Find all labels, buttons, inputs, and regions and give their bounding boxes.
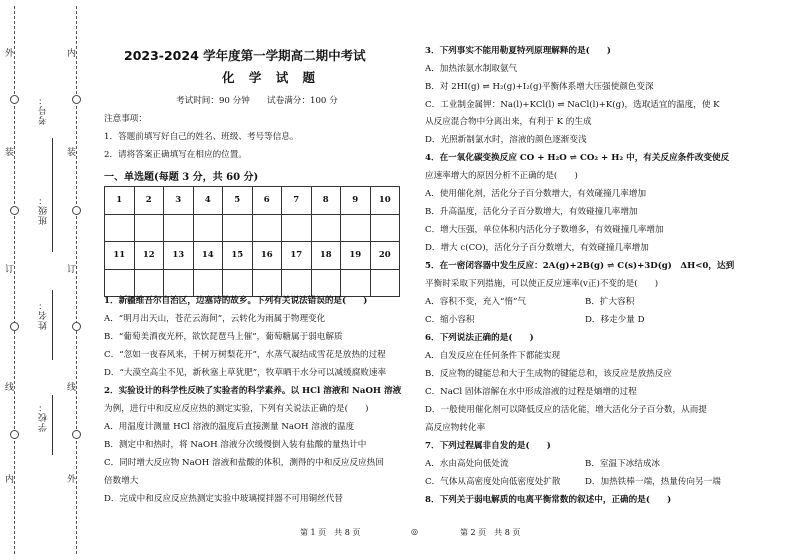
option: C．气体从高密度处向低密度处扩散 — [425, 477, 561, 487]
question-4: 4．在一氧化碳变换反应 CO + H₂O ⇌ CO₂ + H₂ 中，有关反应条件改变使反 — [425, 153, 730, 163]
field-id-label: 考号： — [39, 95, 49, 125]
answer-cell[interactable] — [164, 214, 194, 242]
answer-cell[interactable] — [164, 269, 194, 297]
question-2-cont: 为例，进行中和反应反应热的测定实验，下列有关说法正确的是( ) — [104, 404, 369, 414]
answer-grid — [104, 186, 400, 297]
question-5: 5．在一密闭容器中发生反应：2A(g)+2B(g) ⇌ C(s)+3D(g) ΔH<0，达到 — [425, 261, 735, 271]
answer-cell[interactable] — [134, 269, 164, 297]
option: D．移走少量 D — [585, 315, 645, 325]
field-school-label: 学校： — [39, 402, 49, 432]
question-1: 1．新疆维吾尔自治区，边塞诗的故乡。下列有关说法错误的是( ) — [104, 296, 368, 306]
question-7: 7．下列过程属非自发的是( ) — [425, 441, 551, 451]
answer-cell[interactable] — [282, 269, 312, 297]
binding-mark: 内 — [67, 49, 77, 59]
question-8: 8．下列关于弱电解质的电离平衡常数的叙述中，正确的是( ) — [425, 495, 672, 505]
answer-cell[interactable] — [193, 269, 223, 297]
question-3: 3．下列事实不能用勒夏特列原理解释的是( ) — [425, 46, 611, 56]
answer-cell[interactable] — [341, 269, 371, 297]
exam-title: 2023-2024 学年度第一学期高二期中考试 — [124, 48, 366, 63]
grid-number: 4 — [193, 187, 223, 215]
answer-cell[interactable] — [370, 269, 400, 297]
option: B．扩大容积 — [585, 297, 635, 307]
option: B．“葡萄美酒夜光杯，欲饮琵琶马上催”，葡萄糖属于弱电解质 — [104, 332, 343, 342]
option: D．光照新制氯水时，溶液的颜色逐渐变浅 — [425, 135, 587, 145]
option: B．升高温度，活化分子百分数增大，有效碰撞几率增加 — [425, 207, 638, 217]
option: D．一般使用催化剂可以降低反应的活化能，增大活化分子百分数，从而提 — [425, 405, 707, 415]
question-5-cont: 平衡时采取下列措施，可以使正反应速率(v正)不变的是( ) — [425, 279, 659, 289]
answer-cell[interactable] — [282, 214, 312, 242]
question-6: 6．下列说法正确的是( ) — [425, 333, 534, 343]
section-heading: 一、单选题(每题 3 分，共 60 分) — [104, 172, 259, 183]
option: A．“明月出天山，苍茫云海间”，云转化为雨属于物理变化 — [104, 314, 326, 324]
answer-cell[interactable] — [105, 269, 135, 297]
option: C．工业制金属钾：Na(l)+KCl(l) ⇌ NaCl(l)+K(g)，选取适宜的温度，使 K — [425, 100, 720, 110]
answer-cell[interactable] — [134, 214, 164, 242]
binding-mark: 订 — [5, 265, 15, 275]
field-name-line[interactable] — [52, 290, 53, 360]
answer-cell[interactable] — [193, 214, 223, 242]
page-number-right: 第 2 页 共 8 页 — [460, 528, 521, 537]
answer-cell[interactable] — [341, 214, 371, 242]
grid-number: 13 — [164, 242, 194, 270]
grid-number: 14 — [193, 242, 223, 270]
option: C．缩小容积 — [425, 315, 475, 325]
option: D．加热铁棒一端，热量传向另一端 — [585, 477, 721, 487]
binding-mark: 订 — [67, 265, 77, 275]
notice-item: 1．答题前填写好自己的姓名、班级、考号等信息。 — [104, 132, 299, 142]
notice-item: 2．请将答案正确填写在相应的位置。 — [104, 150, 247, 160]
binding-mark: 装 — [5, 148, 15, 158]
answer-cell[interactable] — [370, 214, 400, 242]
grid-number: 10 — [370, 187, 400, 215]
option: B．室温下冰结成冰 — [585, 459, 661, 469]
option: C．“忽如一夜春风来，千树万树梨花开”，水蒸气凝结成雪花是放热的过程 — [104, 350, 386, 360]
grid-number: 11 — [105, 242, 135, 270]
answer-cell[interactable] — [223, 214, 253, 242]
answer-cell[interactable] — [311, 269, 341, 297]
answer-cell[interactable] — [252, 269, 282, 297]
binding-line-left — [14, 6, 15, 554]
option: C．同时增大反应物 NaOH 溶液和盐酸的体积，测得的中和反应反应热回 — [104, 458, 384, 468]
question-4-cont: 应速率增大的原因分析不正确的是( ) — [425, 171, 578, 181]
binding-mark: 外 — [67, 475, 77, 485]
binding-hole — [10, 322, 19, 331]
grid-number: 8 — [311, 187, 341, 215]
binding-mark: 装 — [67, 148, 77, 158]
grid-number: 1 — [105, 187, 135, 215]
subject-title: 化 学 试 题 — [222, 70, 321, 85]
field-name-label: 姓名： — [39, 300, 49, 330]
exam-info: 考试时间：90 分钟 试卷满分：100 分 — [176, 96, 338, 106]
option: B．对 2HI(g) ⇌ H₂(g)+I₂(g)平衡体系增大压强使颜色变深 — [425, 82, 654, 92]
option: A．水由高处向低处流 — [425, 459, 509, 469]
answer-cell[interactable] — [223, 269, 253, 297]
option-cont: 倍数增大 — [104, 476, 139, 486]
answer-cell[interactable] — [252, 214, 282, 242]
option: D．增大 c(CO)，活化分子百分数增大，有效碰撞几率增加 — [425, 243, 649, 253]
binding-hole — [10, 95, 19, 104]
option: A．使用催化剂，活化分子百分数增大，有效碰撞几率增加 — [425, 189, 647, 199]
option: C．增大压强，单位体积内活化分子数增多，有效碰撞几率增加 — [425, 225, 664, 235]
option-cont: 高反应物转化率 — [425, 423, 486, 433]
grid-number: 19 — [341, 242, 371, 270]
option: A．用温度计测量 HCl 溶液的温度后直接测量 NaOH 溶液的温度 — [104, 422, 355, 432]
option: C．NaCl 固体溶解在水中形成溶液的过程是熵增的过程 — [425, 387, 637, 397]
binding-hole — [10, 206, 19, 215]
grid-number: 12 — [134, 242, 164, 270]
grid-number: 9 — [341, 187, 371, 215]
binding-mark: 线 — [5, 383, 15, 393]
option: B．测定中和热时，将 NaOH 溶液分次缓慢倒入装有盐酸的量热计中 — [104, 440, 367, 450]
option: A．自发反应在任何条件下都能实现 — [425, 351, 561, 361]
option: D．完成中和反应反应热测定实验中玻璃搅拌器不可用铜丝代替 — [104, 494, 343, 504]
grid-number: 20 — [370, 242, 400, 270]
binding-hole — [10, 430, 19, 439]
footer-symbol: ◎ — [411, 527, 418, 536]
grid-number: 6 — [252, 187, 282, 215]
option: D．“大漠空高尘不见，新秋塞上草犹肥”，牧草晒干水分可以减缓腐败速率 — [104, 368, 387, 378]
field-class-label: 班级： — [39, 195, 49, 225]
binding-mark: 线 — [67, 383, 77, 393]
page-number-left: 第 1 页 共 8 页 — [300, 528, 361, 537]
grid-number: 2 — [134, 187, 164, 215]
option: A．加热浓氨水制取氨气 — [425, 64, 518, 74]
option-cont: 从反应混合物中分离出来，有利于 K 的生成 — [425, 117, 592, 127]
grid-number: 5 — [223, 187, 253, 215]
binding-hole — [72, 206, 81, 215]
grid-number: 15 — [223, 242, 253, 270]
field-school-line[interactable] — [52, 395, 53, 455]
option: B．反应物的键能总和大于生成物的键能总和，该反应是放热反应 — [425, 369, 672, 379]
binding-mark: 外 — [5, 49, 15, 59]
grid-number: 17 — [282, 242, 312, 270]
binding-hole — [72, 95, 81, 104]
grid-number: 16 — [252, 242, 282, 270]
field-id-line[interactable] — [52, 138, 53, 208]
grid-number: 3 — [164, 187, 194, 215]
binding-mark: 内 — [5, 475, 15, 485]
answer-cell[interactable] — [311, 214, 341, 242]
option: A．容积不变，充入“惰”气 — [425, 297, 526, 307]
binding-hole — [72, 322, 81, 331]
question-2: 2．实验设计的科学性反映了实验者的科学素养。以 HCl 溶液和 NaOH 溶液 — [104, 386, 402, 396]
answer-cell[interactable] — [105, 214, 135, 242]
grid-number: 18 — [311, 242, 341, 270]
binding-line-middle — [76, 6, 77, 554]
binding-hole — [72, 430, 81, 439]
grid-number: 7 — [282, 187, 312, 215]
notice-heading: 注意事项： — [104, 114, 147, 124]
